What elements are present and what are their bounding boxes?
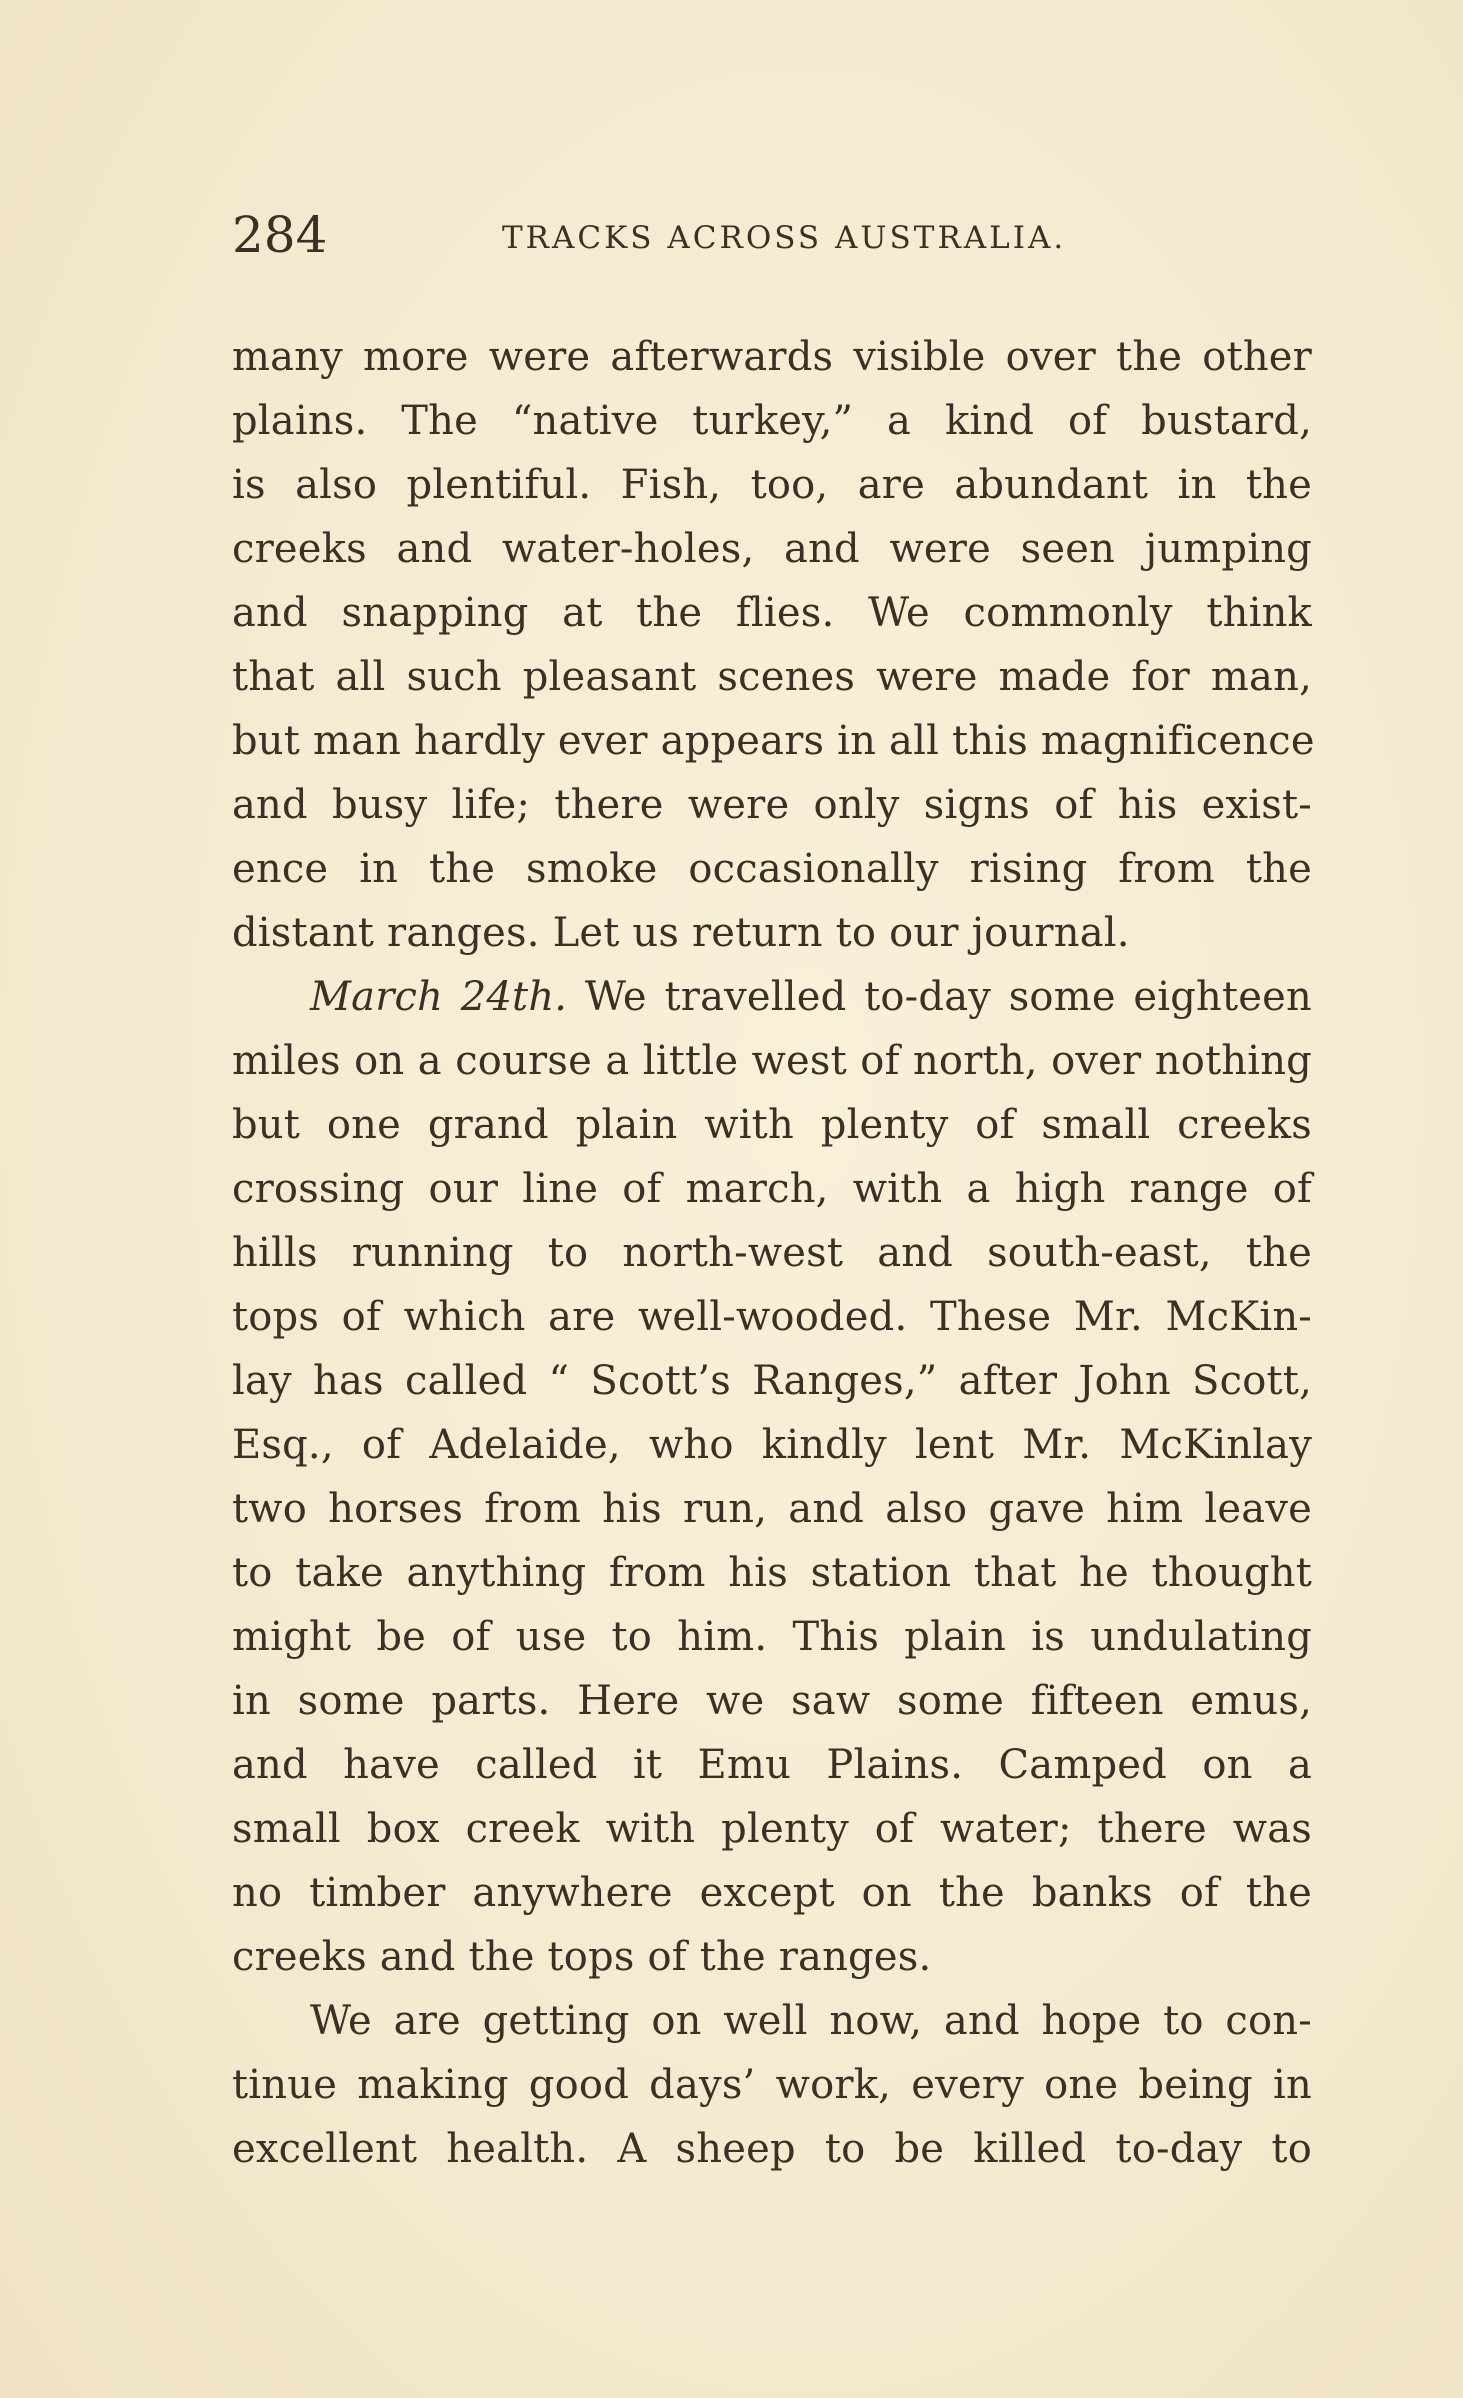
paragraph-2 [232, 965, 1312, 1989]
text-line: hills running to north-west and south-east, the [232, 1230, 1312, 1276]
text-line: ence in the smoke occasionally rising from the [232, 846, 1312, 892]
text-line: is also plentiful. Fish, too, are abundant in the [232, 462, 1312, 508]
text-line: two horses from his run, and also gave him leave [232, 1486, 1312, 1532]
text-line: to take anything from his station that he thought [232, 1550, 1312, 1596]
text-line: crossing our line of march, with a high range of [232, 1166, 1312, 1212]
text-line: lay has called “ Scott’s Ranges,” after John Scott, [232, 1358, 1312, 1404]
text-line: but one grand plain with plenty of small creeks [232, 1102, 1312, 1148]
text-line: but man hardly ever appears in all this magnificence [232, 718, 1315, 764]
text-line: tinue making good days’ work, every one being in [232, 2062, 1312, 2108]
page-header [232, 205, 1312, 265]
journal-date: March 24th. [310, 974, 568, 1020]
text-line: miles on a course a little west of north, over nothing [232, 1038, 1312, 1084]
text-line-dated [232, 965, 1312, 1029]
running-title: TRACKS ACROSS AUSTRALIA. [502, 220, 1067, 256]
paragraph-1 [232, 325, 1315, 965]
text-line: that all such pleasant scenes were made for man, [232, 654, 1312, 700]
text-line: distant ranges. Let us return to our journal. [232, 910, 1130, 956]
text-line: creeks and the tops of the ranges. [232, 1934, 932, 1980]
text-line: Esq., of Adelaide, who kindly lent Mr. McKinlay [232, 1422, 1312, 1468]
page-number: 284 [232, 206, 328, 264]
text-line: We are getting on well now, and hope to con- [310, 1998, 1312, 2044]
body-text [232, 325, 1315, 2181]
text-line: and snapping at the flies. We commonly think [232, 590, 1312, 636]
text-line: creeks and water-holes, and were seen jumping [232, 526, 1312, 572]
text-line: tops of which are well-wooded. These Mr. McKin- [232, 1294, 1312, 1340]
text-line: many more were afterwards visible over the other [232, 334, 1312, 380]
text-line: and have called it Emu Plains. Camped on a [232, 1742, 1312, 1788]
text-line: in some parts. Here we saw some fifteen emus, [232, 1678, 1312, 1724]
text-line: and busy life; there were only signs of his exist- [232, 782, 1312, 828]
text-fragment: We travelled to-day some eighteen [567, 974, 1312, 1020]
text-line: small box creek with plenty of water; there was [232, 1806, 1312, 1852]
text-line: plains. The “native turkey,” a kind of bustard, [232, 398, 1312, 444]
text-line: might be of use to him. This plain is undulating [232, 1614, 1312, 1660]
text-line: excellent health. A sheep to be killed to-day to [232, 2126, 1312, 2172]
text-line: no timber anywhere except on the banks of the [232, 1870, 1312, 1916]
paragraph-3 [232, 1989, 1312, 2181]
